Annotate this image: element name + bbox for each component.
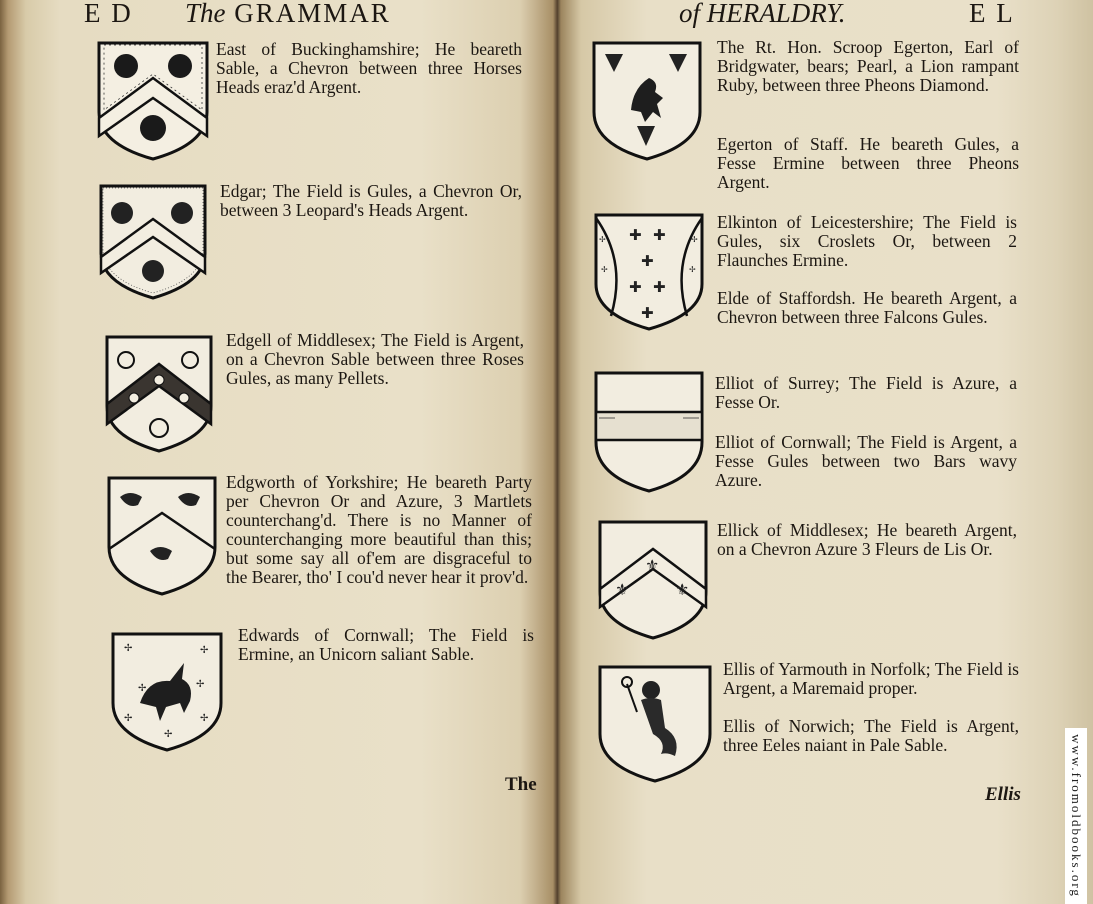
shield-elkinton-icon xyxy=(593,212,705,332)
shield-edwards-icon xyxy=(110,631,224,753)
svg-text:✢: ✢ xyxy=(164,729,173,740)
svg-text:⚜: ⚜ xyxy=(645,556,660,575)
entry-edwards: Edwards of Cornwall; The Field is Ermine, an Unicorn saliant Sable. xyxy=(238,625,534,664)
shield-egerton-bridgwater-icon xyxy=(591,40,703,162)
entry-ellis-norwich: Ellis of Norwich; The Field is Argent, three Eeles naiant in Pale Sable. xyxy=(723,716,1019,755)
shield-edgar-icon xyxy=(98,183,208,301)
running-head-heraldry: of HERALDRY. xyxy=(679,0,846,28)
shield-elliot-surrey-icon xyxy=(593,370,705,494)
shield-edgell-icon xyxy=(104,334,214,454)
svg-text:✢: ✢ xyxy=(124,643,133,654)
entry-egerton-bridgwater: The Rt. Hon. Scroop Egerton, Earl of Bridgwater, bears; Pearl, a Lion rampant Ruby, between three Pheons Diamond. xyxy=(717,37,1019,95)
svg-text:✢: ✢ xyxy=(196,679,205,690)
shield-ellick-icon xyxy=(597,519,709,641)
left-running-head xyxy=(185,0,391,29)
svg-text:✚: ✚ xyxy=(629,278,642,296)
svg-text:✚: ✚ xyxy=(641,252,654,270)
svg-text:⚜: ⚜ xyxy=(615,580,630,599)
right-catchword: Ellis xyxy=(985,784,1021,805)
entry-edgworth: Edgworth of Yorkshire; He beareth Party per Chevron Or and Azure, 3 Martlets counterchang'd. There is no Manner of counterchanging more beautiful than this; but some say all of'em are disgraceful to the Bearer, tho' I cou'd never hear it prov'd. xyxy=(226,472,532,587)
svg-text:✢: ✢ xyxy=(200,713,209,724)
svg-text:✚: ✚ xyxy=(629,226,642,244)
svg-text:⚜: ⚜ xyxy=(675,580,690,599)
shield-edgworth-icon xyxy=(106,475,218,597)
left-signature: E D xyxy=(84,0,133,28)
left-catchword: The xyxy=(505,774,537,795)
svg-text:✢: ✢ xyxy=(200,645,209,656)
right-page xyxy=(557,0,1093,904)
watermark-text: www.fromoldbooks.org xyxy=(1069,734,1084,898)
shield-ellis-yarmouth-icon xyxy=(597,664,713,784)
running-head-grammar: GRAMMAR xyxy=(234,0,391,28)
watermark xyxy=(1065,728,1087,904)
svg-text:✢: ✢ xyxy=(691,235,698,244)
svg-text:✚: ✚ xyxy=(653,226,666,244)
svg-text:✢: ✢ xyxy=(138,683,147,694)
running-head-the: The xyxy=(185,0,226,28)
entry-elliot-surrey: Elliot of Surrey; The Field is Azure, a Fesse Or. xyxy=(715,373,1017,412)
svg-text:✚: ✚ xyxy=(653,278,666,296)
svg-text:✚: ✚ xyxy=(641,304,654,322)
svg-text:✢: ✢ xyxy=(124,713,133,724)
svg-text:✢: ✢ xyxy=(689,265,696,274)
entry-elde: Elde of Staffordsh. He beareth Argent, a Chevron between three Falcons Gules. xyxy=(717,288,1017,327)
right-signature: E L xyxy=(969,0,1015,28)
entry-elliot-cornwall: Elliot of Cornwall; The Field is Argent, a Fesse Gules between two Bars wavy Azure. xyxy=(715,432,1017,490)
entry-edgell: Edgell of Middlesex; The Field is Argent, on a Chevron Sable between three Roses Gules, as many Pellets. xyxy=(226,330,524,388)
svg-text:✢: ✢ xyxy=(599,235,606,244)
entry-edgar: Edgar; The Field is Gules, a Chevron Or, between 3 Leopard's Heads Argent. xyxy=(220,181,522,220)
right-running-head xyxy=(679,0,846,29)
entry-ellick: Ellick of Middlesex; He beareth Argent, on a Chevron Azure 3 Fleurs de Lis Or. xyxy=(717,520,1017,559)
entry-east: East of Buckinghamshire; He beareth Sable, a Chevron between three Horses Heads eraz'd Argent. xyxy=(216,39,522,97)
entry-elkinton: Elkinton of Leicestershire; The Field is Gules, six Croslets Or, between 2 Flaunches Ermine. xyxy=(717,212,1017,270)
svg-text:✢: ✢ xyxy=(601,265,608,274)
entry-ellis-yarmouth: Ellis of Yarmouth in Norfolk; The Field is Argent, a Maremaid proper. xyxy=(723,659,1019,698)
shield-east-icon xyxy=(96,40,210,162)
entry-egerton-staff: Egerton of Staff. He beareth Gules, a Fesse Ermine between three Pheons Argent. xyxy=(717,134,1019,192)
